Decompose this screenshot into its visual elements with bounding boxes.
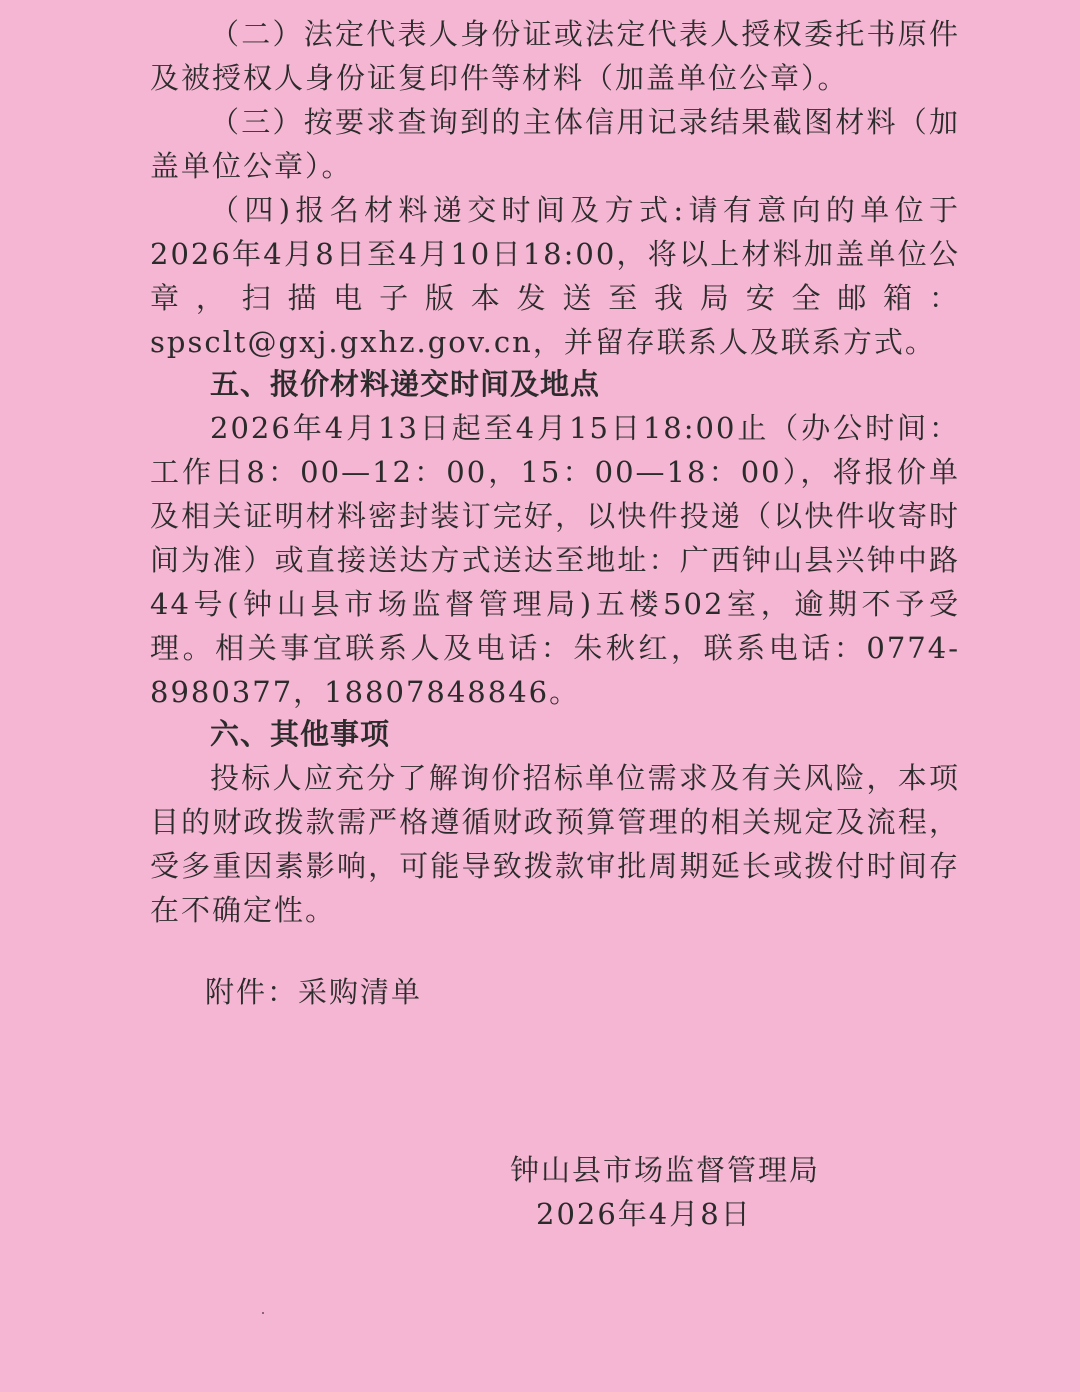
section-6-body: 投标人应充分了解询价招标单位需求及有关风险，本项目的财政拨款需严格遵循财政预算管理的相关规定及流程，受多重因素影响，可能导致拨款审批周期延长或拨付时间存在不确定性。 (150, 761, 960, 927)
signature-date: 2026年4月8日 (536, 1197, 752, 1231)
paragraph-item-4: （四)报名材料递交时间及方式:请有意向的单位于2026年4月8日至4月10日18:00，将以上材料加盖单位公章，扫描电子版本发送至我局安全邮箱：spsclt@gxj.gxhz.gov.cn，并留存联系人及联系方式。 (150, 193, 960, 359)
attachment-note: 附件：采购清单 (205, 975, 423, 1009)
paragraph-item-2: （二）法定代表人身份证或法定代表人授权委托书原件及被授权人身份证复印件等材料（加盖单位公章）。 (150, 17, 960, 95)
section-6-heading: 六、其他事项 (210, 717, 391, 751)
section-5-body: 2026年4月13日起至4月15日18:00止（办公时间：工作日8：00—12：00，15：00—18：00），将报价单及相关证明材料密封装订完好，以快件投递（以快件收寄时间为准）或直接送达方式送达至地址：广西钟山县兴钟中路44号(钟山县市场监督管理局)五楼502室，逾期不予受理。相关事宜联系人及电话：朱秋红，联系电话：0774-8980377，18807848846。 (150, 411, 960, 709)
scan-speck (262, 1312, 264, 1314)
paragraph-item-3: （三）按要求查询到的主体信用记录结果截图材料（加盖单位公章）。 (150, 105, 960, 183)
signature-org: 钟山县市场监督管理局 (510, 1153, 821, 1187)
section-5-heading: 五、报价材料递交时间及地点 (210, 367, 601, 401)
